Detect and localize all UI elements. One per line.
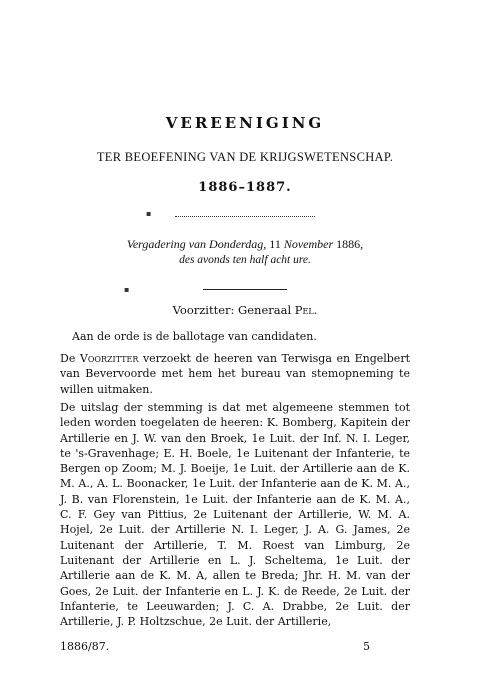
bureau-lead: De <box>60 352 76 365</box>
meeting-day: Vergadering van Donderdag, <box>126 237 267 251</box>
meeting-date-number: 11 <box>269 237 281 251</box>
page-footer <box>60 640 410 653</box>
meeting-year: 1886, <box>336 237 364 251</box>
volume-label: 1886/87. <box>60 640 110 653</box>
agenda-text: Aan de orde is de ballotage van candidaten. <box>72 330 317 343</box>
paragraph-bureau <box>60 351 410 397</box>
chair-name: Pel. <box>294 303 318 317</box>
horizontal-rule <box>203 289 287 290</box>
chair-label: Voorzitter: Generaal <box>172 303 292 317</box>
speck-mark: ▪ <box>124 285 130 294</box>
bureau-speaker: Voorzitter <box>79 352 139 365</box>
ballot-text: De uitslag der stemming is dat met algemeene stemmen tot leden worden toegelaten de heeren: K. Bomberg, Kapitein der Artillerie en J. W. van den Broek, 1e Luit. der Inf. N. I. Leger, te 's-Gravenhage; E. H. Boele, 1e Luitenant der Infanterie, te Bergen op Zoom; M. J. Boeije, 1e Luit. der Artillerie aan de K. M. A., A. L. Boonacker, 1e Luit. der Infanterie aan de K. M. A., J. B. van Florenstein, 1e Luit. der Infanterie aan de K. M. A., C. F. Gey van Pittius, 2e Luitenant der Artillerie, W. M. A. Hojel, 2e Luit. der Artillerie N. I. Leger, J. A. G. James, 2e Luitenant der Artillerie, T. M. Roest van Limburg, 2e Luitenant der Artillerie en L. J. Scheltema, 1e Luit. der Artillerie aan de K. M. A, allen te Breda; Jhr. H. M. van der Goes, 2e Luit. der Infanterie en L. J. K. de Reede, 2e Luit. der Infanterie, te Leeuwarden; J. C. A. Drabbe, 2e Luit. der Artillerie, J. P. Holtzschue, 2e Luit. der Artillerie, <box>60 401 410 629</box>
meeting-date-line <box>0 237 490 252</box>
paragraph-agenda <box>60 329 410 344</box>
chair-line <box>0 303 490 317</box>
ornamental-divider <box>175 210 315 217</box>
page-title: VEREENIGING <box>165 114 325 132</box>
speck-mark: ▪ <box>146 209 152 218</box>
meeting-month: November <box>283 237 334 251</box>
page-number: 5 <box>363 640 370 653</box>
bureau-text: verzoekt de heeren van Terwisga en Engelbert van Bevervoorde met hem het bureau van stemopneming te willen uitmaken. <box>60 352 410 396</box>
session-years: 1886–1887. <box>198 180 292 195</box>
paragraph-ballot-result <box>60 400 410 629</box>
page-subtitle: TER BEOEFENING VAN DE KRIJGSWETENSCHAP. <box>96 150 394 164</box>
meeting-time-line: des avonds ten half acht ure. <box>179 254 311 266</box>
